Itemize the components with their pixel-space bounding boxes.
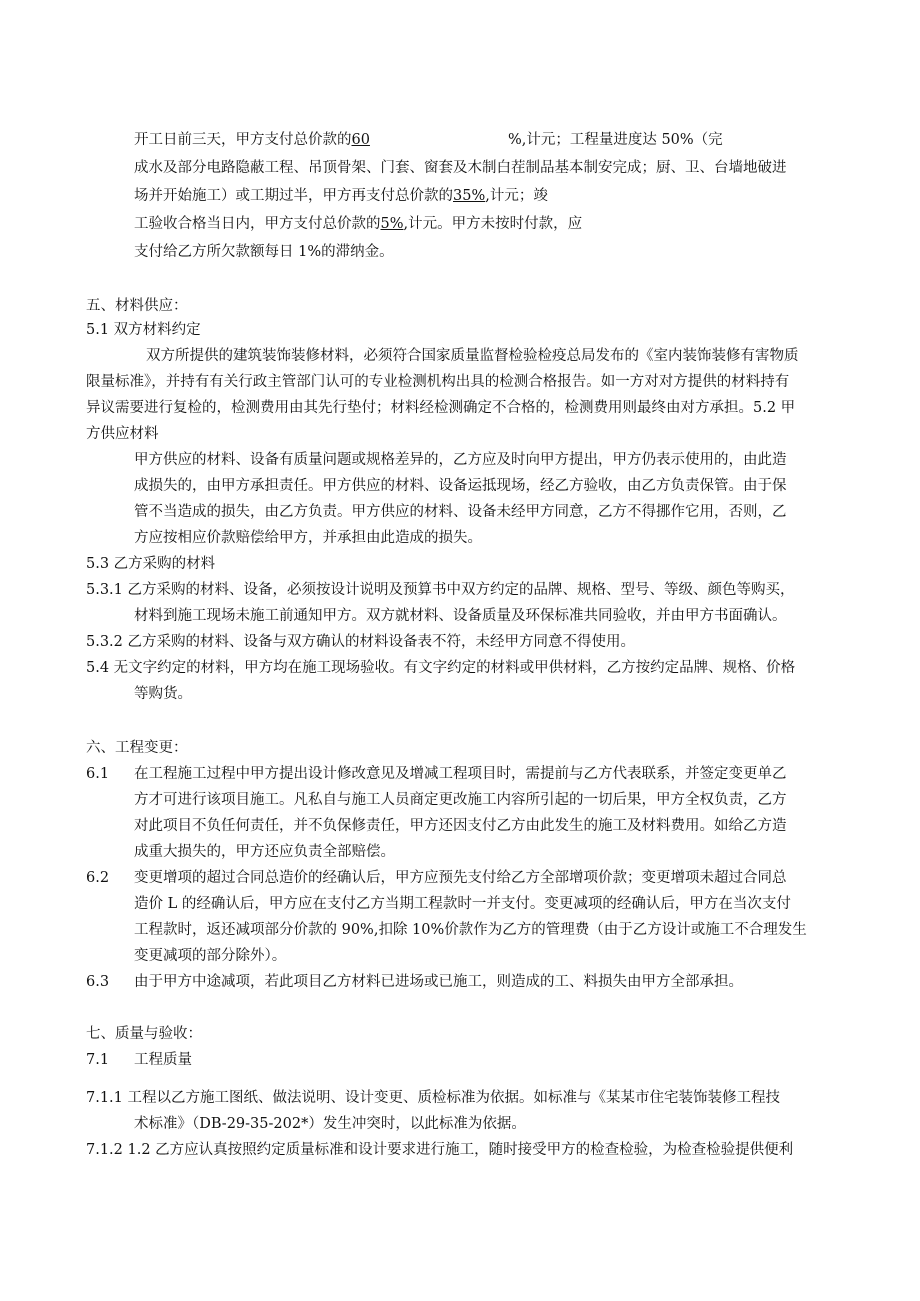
section5-3-1-line2: 材料到施工现场未施工前通知甲方。双方就材料、设备质量及环保标准共同验收，并由甲方书面确认。 (134, 608, 787, 624)
section5-heading: 五、材料供应： (86, 298, 188, 314)
payment-line-1: 开工日前三天，甲方支付总价款的60 %,计元；工程量进度达 50%（完 (134, 132, 723, 148)
section6-1-line4: 成重大损失的，甲方还应负责全部赔偿。 (134, 844, 395, 860)
section5-1-para-line3: 异议需要进行复检的，检测费用由其先行垫付；材料经检测确定不合格的，检测费用则最终由对方承担。5.2 甲 (86, 400, 796, 416)
section6-2-line4: 变更减项的部分除外）。 (134, 948, 287, 964)
payment-pct-35: 35% (453, 188, 486, 204)
section6-1-line1: 在工程施工过程中甲方提出设计修改意见及增减工程项目时，需提前与乙方代表联系，并签定变更单乙 (134, 766, 787, 782)
payment-line-4: 工验收合格当日内，甲方支付总价款的5%,计元。甲方未按时付款，应 (134, 216, 583, 232)
section5-4-line2: 等购货。 (134, 686, 192, 702)
section6-3-number: 6.3 (86, 974, 110, 990)
section7-1-number: 7.1 (86, 1052, 110, 1068)
section5-1-para-line1: 双方所提供的建筑装饰装修材料，必须符合国家质量监督检验检疫总局发布的《室内装饰装修有害物质 (146, 348, 799, 364)
section7-1-1-line1: 7.1.1 工程以乙方施工图纸、做法说明、设计变更、质检标准为依据。如标准与《某某市住宅装饰装修工程技 (86, 1090, 780, 1106)
payment-pct-5: 5% (380, 216, 404, 232)
section5-1-para-line2: 限量标准》，并持有有关行政主管部门认可的专业检测机构出具的检测合格报告。如一方对对方提供的材料持有 (86, 374, 790, 390)
section6-heading: 六、工程变更： (86, 740, 188, 756)
section5-3-1-line1: 5.3.1 乙方采购的材料、设备，必须按设计说明及预算书中双方约定的品牌、规格、型号、等级、颜色等购买， (86, 582, 795, 598)
section7-1-title: 工程质量 (134, 1052, 192, 1068)
section5-2-para-line2: 成损失的，由甲方承担责任。甲方供应的材料、设备运抵现场，经乙方验收，由乙方负责保管。由于保 (134, 478, 787, 494)
section5-3-title: 5.3 乙方采购的材料 (86, 556, 216, 572)
payment-line-3: 场并开始施工）或工期过半，甲方再支付总价款的35%,计元；竣 (134, 188, 548, 204)
section5-2-para-line1: 甲方供应的材料、设备有质量问题或规格差异的，乙方应及时向甲方提出，甲方仍表示使用的，由此造 (134, 452, 787, 468)
section6-1-line3: 对此项目不负任何责任，并不负保修责任，甲方还因支付乙方由此发生的施工及材料费用。如给乙方造 (134, 818, 787, 834)
section7-heading: 七、质量与验收： (86, 1026, 202, 1042)
section5-2-para-line3: 管不当造成的损失，由乙方负责。甲方供应的材料、设备未经甲方同意，乙方不得挪作它用，否则，乙 (134, 504, 787, 520)
payment-line-5: 支付给乙方所欠款额每日 1%的滞纳金。 (134, 244, 394, 260)
payment-pct-60: 60 (351, 132, 370, 148)
section5-2-para-line4: 方应按相应价款赔偿给甲方，并承担由此造成的损失。 (134, 530, 482, 546)
section6-1-number: 6.1 (86, 766, 110, 782)
section6-1-line2: 方才可进行该项目施工。凡私自与施工人员商定更改施工内容所引起的一切后果，甲方全权负责，乙方 (134, 792, 787, 808)
section5-1-title: 5.1 双方材料约定 (86, 322, 201, 338)
section6-3-text: 由于甲方中途减项，若此项目乙方材料已进场或已施工，则造成的工、料损失由甲方全部承担。 (134, 974, 743, 990)
section6-2-number: 6.2 (86, 870, 110, 886)
section6-2-line3: 工程款时，返还减项部分价款的 90%,扣除 10%价款作为乙方的管理费（由于乙方设计或施工不合理发生 (134, 922, 807, 938)
section6-2-line2: 造价 L 的经确认后，甲方应在支付乙方当期工程款时一并支付。变更减项的经确认后，甲方在当次支付 (134, 896, 791, 912)
section6-2-line1: 变更增项的超过合同总造价的经确认后，甲方应预先支付给乙方全部增项价款；变更增项未超过合同总 (134, 870, 787, 886)
section7-1-1-line2: 术标准》（DB-29-35-202*）发生冲突时，以此标准为依据。 (134, 1116, 526, 1132)
section5-4-line1: 5.4 无文字约定的材料，甲方均在施工现场验收。有文字约定的材料或甲供材料，乙方按约定品牌、规格、价格 (86, 660, 796, 676)
section5-3-2: 5.3.2 乙方采购的材料、设备与双方确认的材料设备表不符，未经甲方同意不得使用。 (86, 634, 636, 650)
payment-line-2: 成水及部分电路隐蔽工程、吊顶骨架、门套、窗套及木制白茬制品基本制安完成；厨、卫、台墙地破进 (134, 160, 787, 176)
section5-2-title: 方供应材料 (86, 426, 159, 442)
section7-1-2-line1: 7.1.2 1.2 乙方应认真按照约定质量标准和设计要求进行施工，随时接受甲方的检查检验，为检查检验提供便利 (86, 1142, 794, 1158)
